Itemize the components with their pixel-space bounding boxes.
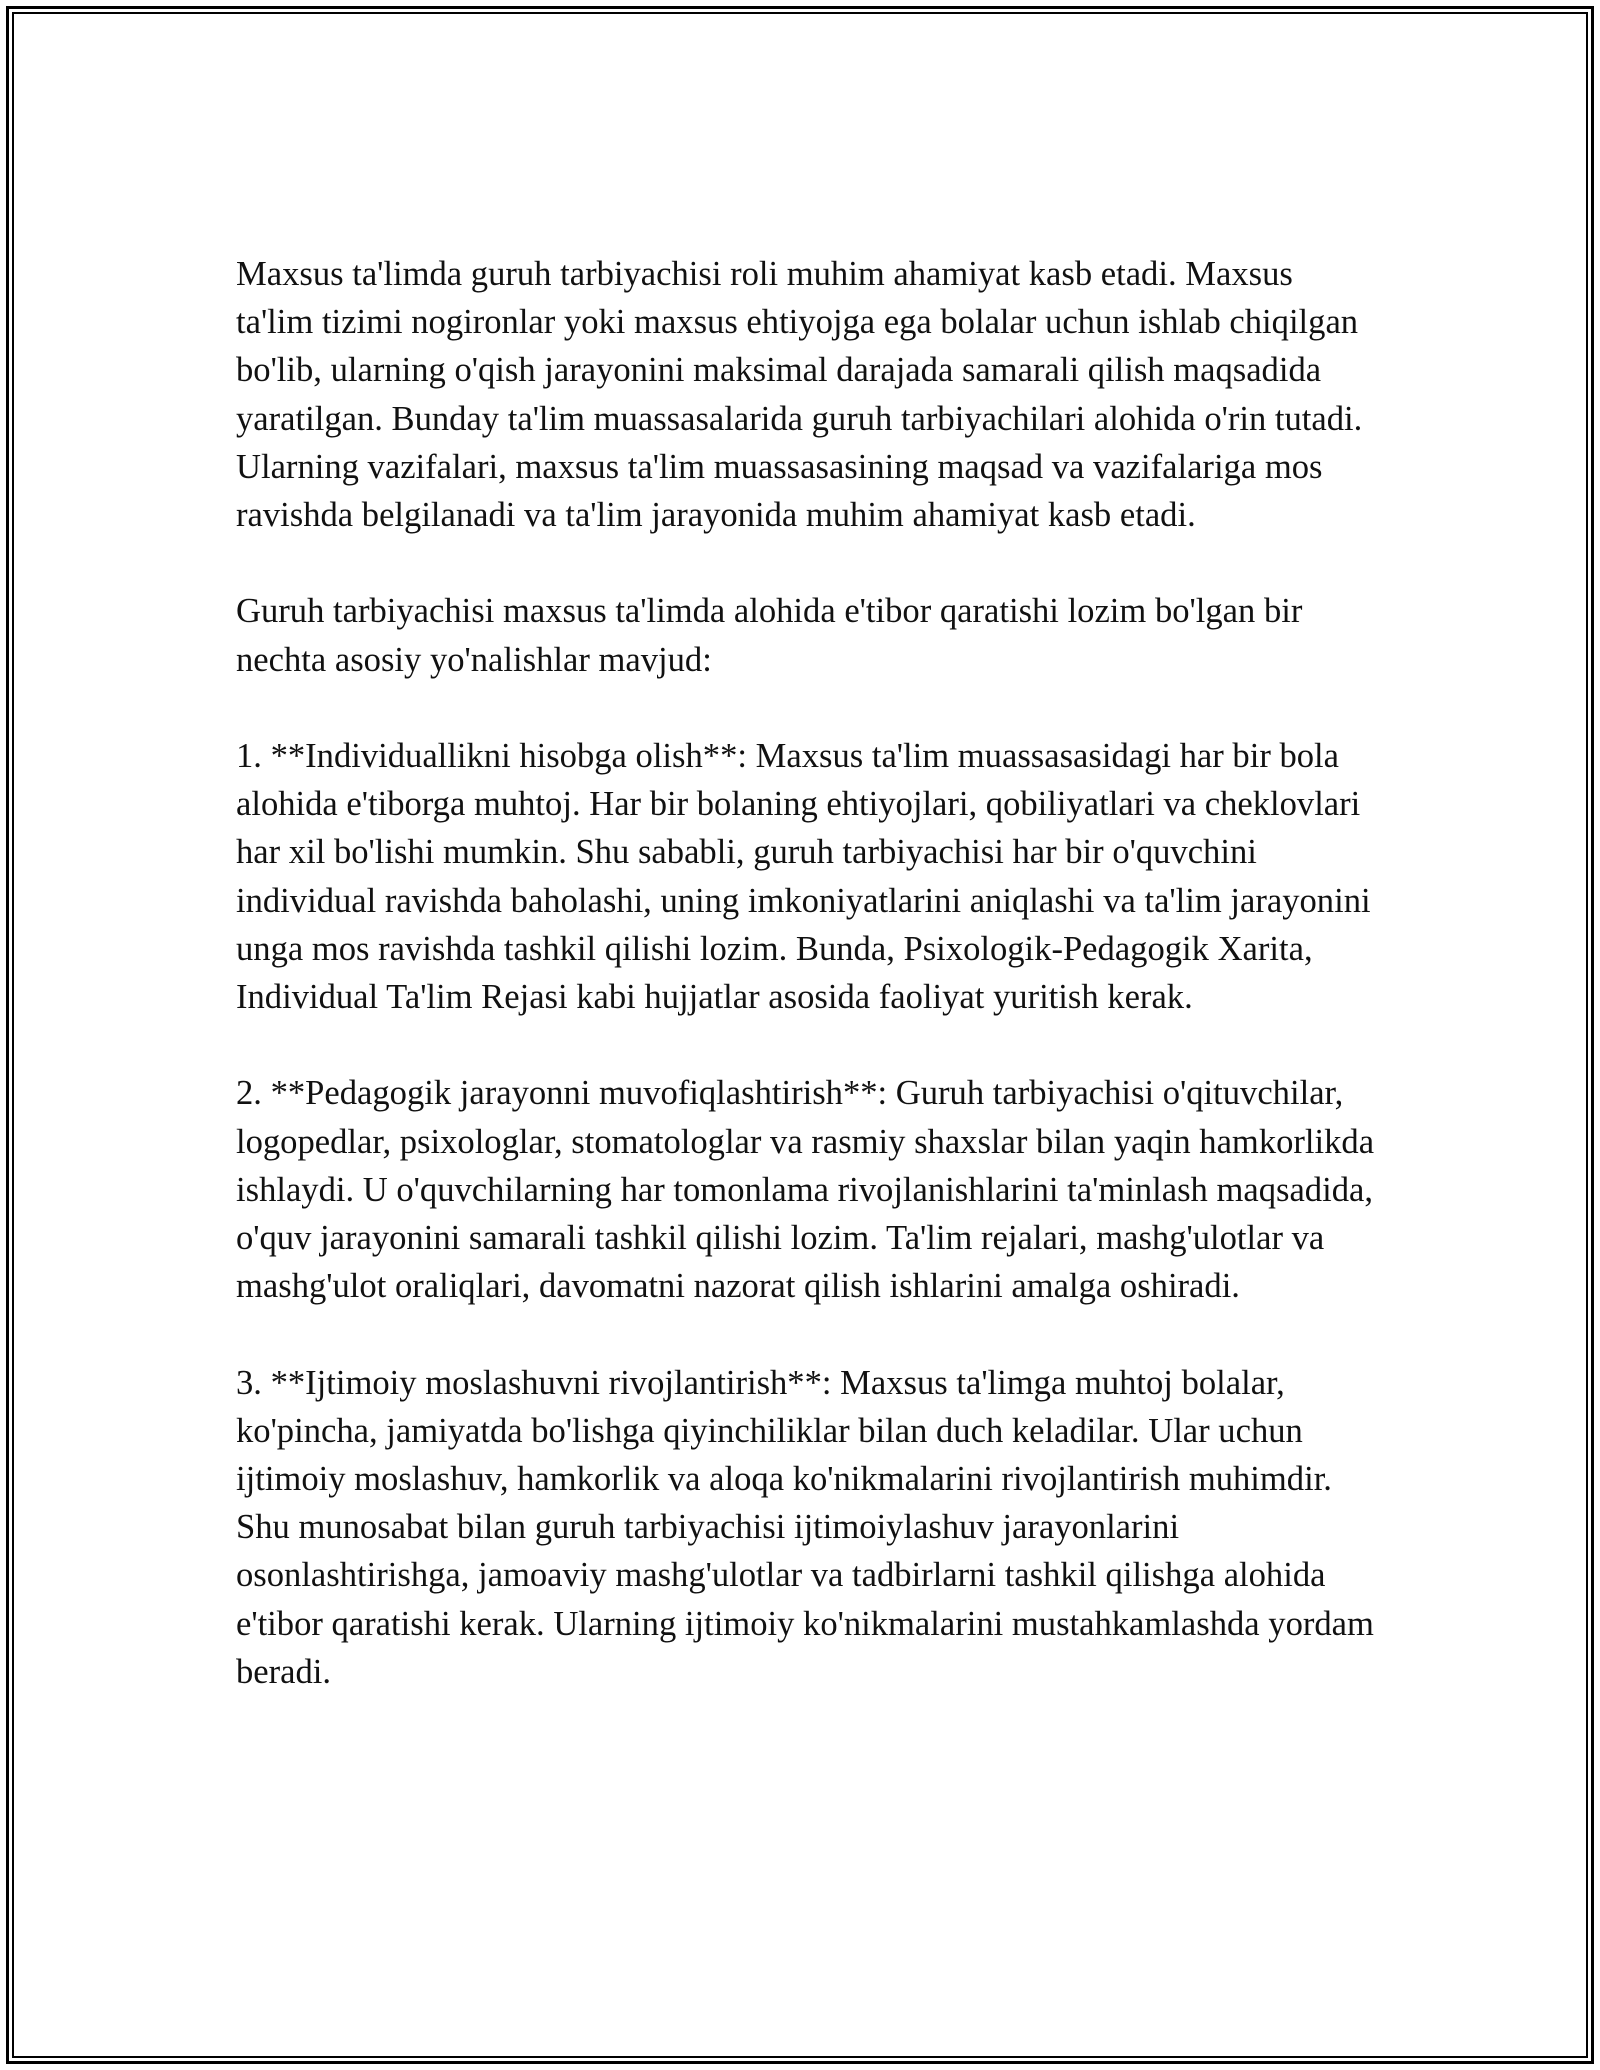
list-item-individuality: 1. **Individuallikni hisobga olish**: Maxsus ta'lim muassasasidagi har bir bola alohida e'tiborga muhtoj. Har bir bolaning ehtiyojlari, qobiliyatlari va cheklovlari har xil bo'lishi mumkin. Shu sababli, guruh tarbiyachisi har bir o'quvchini individual ravishda baholashi, uning imkoniyatlarini aniqlashi va ta'lim jarayonini unga mos ravishda tashkil qilishi lozim. Bunda, Psixologik-Pedagogik Xarita, Individual Ta'lim Rejasi kabi hujjatlar asosida faoliyat yuritish kerak. (236, 737, 1371, 1017)
intro-paragraph: Maxsus ta'limda guruh tarbiyachisi roli muhim ahamiyat kasb etadi. Maxsus ta'lim tizimi nogironlar yoki maxsus ehtiyojga ega bolalar uchun ishlab chiqilgan bo'lib, ularning o'qish jarayonini maksimal darajada samarali qilish maqsadida yaratilgan. Bunday ta'lim muassasalarida guruh tarbiyachilari alohida o'rin tutadi. Ularning vazifalari, maxsus ta'lim muassasasining maqsad va vazifalariga mos ravishda belgilanadi va ta'lim jarayonida muhim ahamiyat kasb etadi. (236, 255, 1363, 535)
list-item-social-adaptation: 3. **Ijtimoiy moslashuvni rivojlantirish**: Maxsus ta'limga muhtoj bolalar, ko'pincha, jamiyatda bo'lishga qiyinchiliklar bilan duch keladilar. Ular uchun ijtimoiy moslashuv, hamkorlik va aloqa ko'nikmalarini rivojlantirish muhimdir. Shu munosabat bilan guruh tarbiyachisi ijtimoiylashuv jarayonlarini osonlashtirishga, jamoaviy mashg'ulotlar va tadbirlarni tashkil qilishga alohida e'tibor qaratishi kerak. Ularning ijtimoiy ko'nikmalarini mustahkamlashda yordam beradi. (236, 1363, 1374, 1691)
directions-intro-paragraph: Guruh tarbiyachisi maxsus ta'limda alohida e'tibor qaratishi lozim bo'lgan bir nechta asosiy yo'nalishlar mavjud: (236, 592, 1303, 679)
document-body (236, 250, 1378, 1696)
list-item-pedagogical-coordination: 2. **Pedagogik jarayonni muvofiqlashtirish**: Guruh tarbiyachisi o'qituvchilar, logopedlar, psixologlar, stomatologlar va rasmiy shaxslar bilan yaqin hamkorlikda ishlaydi. U o'quvchilarning har tomonlama rivojlanishlarini ta'minlash maqsadida, o'quv jarayonini samarali tashkil qilishi lozim. Ta'lim rejalari, mashg'ulotlar va mashg'ulot oraliqlari, davomatni nazorat qilish ishlarini amalga oshiradi. (236, 1074, 1375, 1306)
